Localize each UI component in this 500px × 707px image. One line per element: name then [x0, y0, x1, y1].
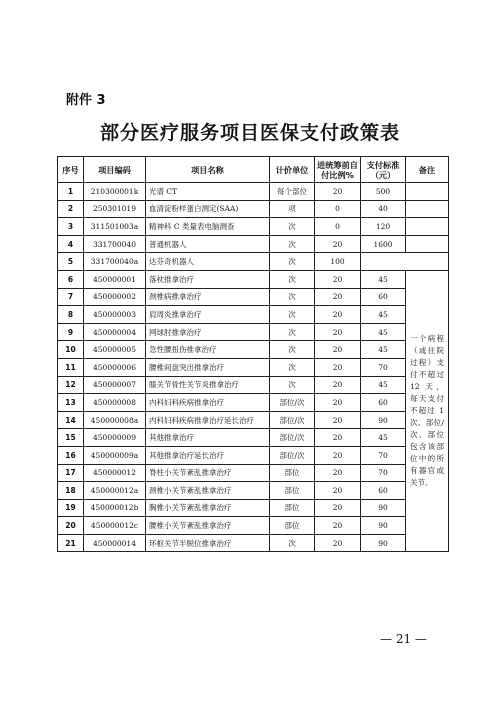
table-header-row	[58, 157, 449, 183]
row-code-cell: 450000014	[84, 534, 146, 552]
row-ratio-cell: 20	[315, 429, 361, 447]
row-standard-cell: 60	[361, 394, 406, 412]
table-row	[58, 394, 449, 412]
row-unit-cell: 次	[270, 270, 315, 288]
row-name-cell: 膝关节骨性关节炎推拿治疗	[146, 376, 270, 394]
table-row	[58, 446, 449, 464]
table-row	[58, 235, 449, 253]
table-row	[58, 218, 449, 236]
row-ratio-cell: 0	[315, 200, 361, 218]
row-index-cell: 3	[58, 218, 84, 236]
header-index: 序号	[58, 157, 84, 183]
row-standard-cell: 45	[361, 306, 406, 324]
row-unit-cell: 次	[270, 323, 315, 341]
row-name-cell: 其他推拿治疗	[146, 429, 270, 447]
table-row	[58, 306, 449, 324]
row-standard-cell: 70	[361, 464, 406, 482]
row-name-cell: 腰椎小关节紊乱推拿治疗	[146, 517, 270, 535]
row-index-cell: 10	[58, 341, 84, 359]
row-name-cell: 腰椎间盘突出推拿治疗	[146, 358, 270, 376]
row-ratio-cell: 20	[315, 183, 361, 201]
row-name-cell: 血清淀粉样蛋白测定(SAA)	[146, 200, 270, 218]
row-ratio-cell: 20	[315, 534, 361, 552]
row-code-cell: 450000012b	[84, 499, 146, 517]
row-unit-cell: 部位	[270, 464, 315, 482]
table-row	[58, 534, 449, 552]
row-code-cell: 250301019	[84, 200, 146, 218]
row-standard-cell: 45	[361, 376, 406, 394]
row-unit-cell: 部位/次	[270, 446, 315, 464]
row-standard-cell: 70	[361, 446, 406, 464]
header-standard: 支付标准（元）	[361, 157, 406, 183]
row-index-cell: 12	[58, 376, 84, 394]
row-name-cell: 精神科 C 类量表电脑测查	[146, 218, 270, 236]
table-body	[58, 183, 449, 552]
row-unit-cell: 部位	[270, 482, 315, 500]
row-index-cell: 1	[58, 183, 84, 201]
row-unit-cell: 次	[270, 358, 315, 376]
row-remark-cell	[406, 218, 449, 236]
row-index-cell: 11	[58, 358, 84, 376]
row-standard-cell: 40	[361, 200, 406, 218]
row-unit-cell: 部位	[270, 517, 315, 535]
row-ratio-cell: 20	[315, 482, 361, 500]
row-code-cell: 450000012a	[84, 482, 146, 500]
row-index-cell: 2	[58, 200, 84, 218]
row-unit-cell: 次	[270, 534, 315, 552]
row-unit-cell: 次	[270, 218, 315, 236]
page-number: — 21 —	[380, 632, 427, 646]
table-row	[58, 323, 449, 341]
row-index-cell: 4	[58, 235, 84, 253]
row-standard-cell: 120	[361, 218, 406, 236]
row-index-cell: 6	[58, 270, 84, 288]
row-index-cell: 21	[58, 534, 84, 552]
row-code-cell: 450000003	[84, 306, 146, 324]
row-ratio-cell: 20	[315, 376, 361, 394]
row-unit-cell: 项	[270, 200, 315, 218]
row-code-cell: 210300001k	[84, 183, 146, 201]
row-index-cell: 13	[58, 394, 84, 412]
row-name-cell: 内科妇科疾病推拿治疗延长治疗	[146, 411, 270, 429]
table-row	[58, 376, 449, 394]
row-standard-cell: 60	[361, 482, 406, 500]
row-name-cell: 网球肘推拿治疗	[146, 323, 270, 341]
row-remark-cell	[406, 183, 449, 201]
row-index-cell: 9	[58, 323, 84, 341]
merged-remark-cell: 一个病程（或住院过程）支付不超过 12 天，每天支付不超过 1 次、部位/次、部位包含该部位中的所有器官或关节。	[406, 270, 449, 552]
row-ratio-cell: 20	[315, 270, 361, 288]
table-row	[58, 429, 449, 447]
table-row	[58, 200, 449, 218]
row-unit-cell: 部位	[270, 499, 315, 517]
row-name-cell: 肩周炎推拿治疗	[146, 306, 270, 324]
row-ratio-cell: 20	[315, 288, 361, 306]
row-ratio-cell: 20	[315, 358, 361, 376]
row-ratio-cell: 20	[315, 411, 361, 429]
table-row	[58, 464, 449, 482]
policy-table	[57, 156, 449, 552]
table-row	[58, 358, 449, 376]
row-index-cell: 20	[58, 517, 84, 535]
row-index-cell: 19	[58, 499, 84, 517]
row-unit-cell: 次	[270, 288, 315, 306]
row-index-cell: 18	[58, 482, 84, 500]
row-ratio-cell: 100	[315, 253, 361, 271]
row-standard-cell: 90	[361, 517, 406, 535]
row-name-cell: 达芬奇机器人	[146, 253, 270, 271]
row-code-cell: 450000009	[84, 429, 146, 447]
row-ratio-cell: 0	[315, 218, 361, 236]
row-unit-cell: 次	[270, 253, 315, 271]
row-unit-cell: 部位/次	[270, 429, 315, 447]
row-standard-cell: 500	[361, 183, 406, 201]
row-name-cell: 光谱 CT	[146, 183, 270, 201]
row-name-cell: 颈椎病推拿治疗	[146, 288, 270, 306]
row-standard-cell: 45	[361, 323, 406, 341]
row-standard-cell: 60	[361, 288, 406, 306]
header-remark: 备注	[406, 157, 449, 183]
header-unit: 计价单位	[270, 157, 315, 183]
row-code-cell: 450000008a	[84, 411, 146, 429]
row-standard-cell: 70	[361, 358, 406, 376]
row-code-cell: 450000008	[84, 394, 146, 412]
header-code: 项目编码	[84, 157, 146, 183]
row-standard-cell: 90	[361, 499, 406, 517]
table-row	[58, 499, 449, 517]
header-name: 项目名称	[146, 157, 270, 183]
row-ratio-cell: 20	[315, 464, 361, 482]
page-title: 部分医疗服务项目医保支付政策表	[99, 122, 400, 144]
row-index-cell: 5	[58, 253, 84, 271]
table-row	[58, 253, 449, 271]
row-code-cell: 450000005	[84, 341, 146, 359]
table-row	[58, 482, 449, 500]
row-ratio-cell: 20	[315, 323, 361, 341]
row-index-cell: 16	[58, 446, 84, 464]
row-name-cell: 内科妇科疾病推拿治疗	[146, 394, 270, 412]
table-row	[58, 517, 449, 535]
row-unit-cell: 部位/次	[270, 411, 315, 429]
row-standard-cell: 45	[361, 429, 406, 447]
row-unit-cell: 部位/次	[270, 394, 315, 412]
row-code-cell: 450000012c	[84, 517, 146, 535]
row-name-cell: 急性腰扭伤推拿治疗	[146, 341, 270, 359]
row-index-cell: 8	[58, 306, 84, 324]
row-standard-cell: 45	[361, 341, 406, 359]
row-code-cell: 311501003a	[84, 218, 146, 236]
table-row	[58, 341, 449, 359]
table-row	[58, 183, 449, 201]
row-code-cell: 331700040	[84, 235, 146, 253]
row-ratio-cell: 20	[315, 446, 361, 464]
row-ratio-cell: 20	[315, 235, 361, 253]
row-unit-cell: 次	[270, 306, 315, 324]
row-name-cell: 环枢关节半脱位推拿治疗	[146, 534, 270, 552]
row-index-cell: 7	[58, 288, 84, 306]
row-unit-cell: 次	[270, 235, 315, 253]
row-code-cell: 450000012	[84, 464, 146, 482]
row-unit-cell: 次	[270, 376, 315, 394]
row-ratio-cell: 20	[315, 341, 361, 359]
row-code-cell: 450000001	[84, 270, 146, 288]
row-standard-cell: 90	[361, 534, 406, 552]
row-code-cell: 331700040a	[84, 253, 146, 271]
row-standard-cell: 45	[361, 270, 406, 288]
table-row	[58, 411, 449, 429]
attachment-label: 附件 3	[66, 93, 106, 108]
row-standard-cell: 1600	[361, 235, 406, 253]
row-remark-cell	[406, 200, 449, 218]
table-row	[58, 288, 449, 306]
row-remark-cell	[406, 235, 449, 253]
row-ratio-cell: 20	[315, 394, 361, 412]
row-code-cell: 450000002	[84, 288, 146, 306]
row-code-cell: 450000007	[84, 376, 146, 394]
row-name-cell: 普通机器人	[146, 235, 270, 253]
row-name-cell: 其他推拿治疗延长治疗	[146, 446, 270, 464]
row-name-cell: 胸椎小关节紊乱推拿治疗	[146, 499, 270, 517]
row-unit-cell: 次	[270, 341, 315, 359]
row-ratio-cell: 20	[315, 499, 361, 517]
row-index-cell: 15	[58, 429, 84, 447]
row-unit-cell: 每个部位	[270, 183, 315, 201]
row-name-cell: 落枕推拿治疗	[146, 270, 270, 288]
row-index-cell: 14	[58, 411, 84, 429]
row-code-cell: 450000004	[84, 323, 146, 341]
row-name-cell: 脊柱小关节紊乱推拿治疗	[146, 464, 270, 482]
row-ratio-cell: 20	[315, 306, 361, 324]
row-standard-cell: 90	[361, 411, 406, 429]
row-name-cell: 颈椎小关节紊乱推拿治疗	[146, 482, 270, 500]
row-standard-cell	[361, 253, 449, 271]
table-row	[58, 270, 449, 288]
row-code-cell: 450000009a	[84, 446, 146, 464]
header-ratio: 进统筹前自付比例%	[315, 157, 361, 183]
row-code-cell: 450000006	[84, 358, 146, 376]
row-ratio-cell: 20	[315, 517, 361, 535]
row-index-cell: 17	[58, 464, 84, 482]
